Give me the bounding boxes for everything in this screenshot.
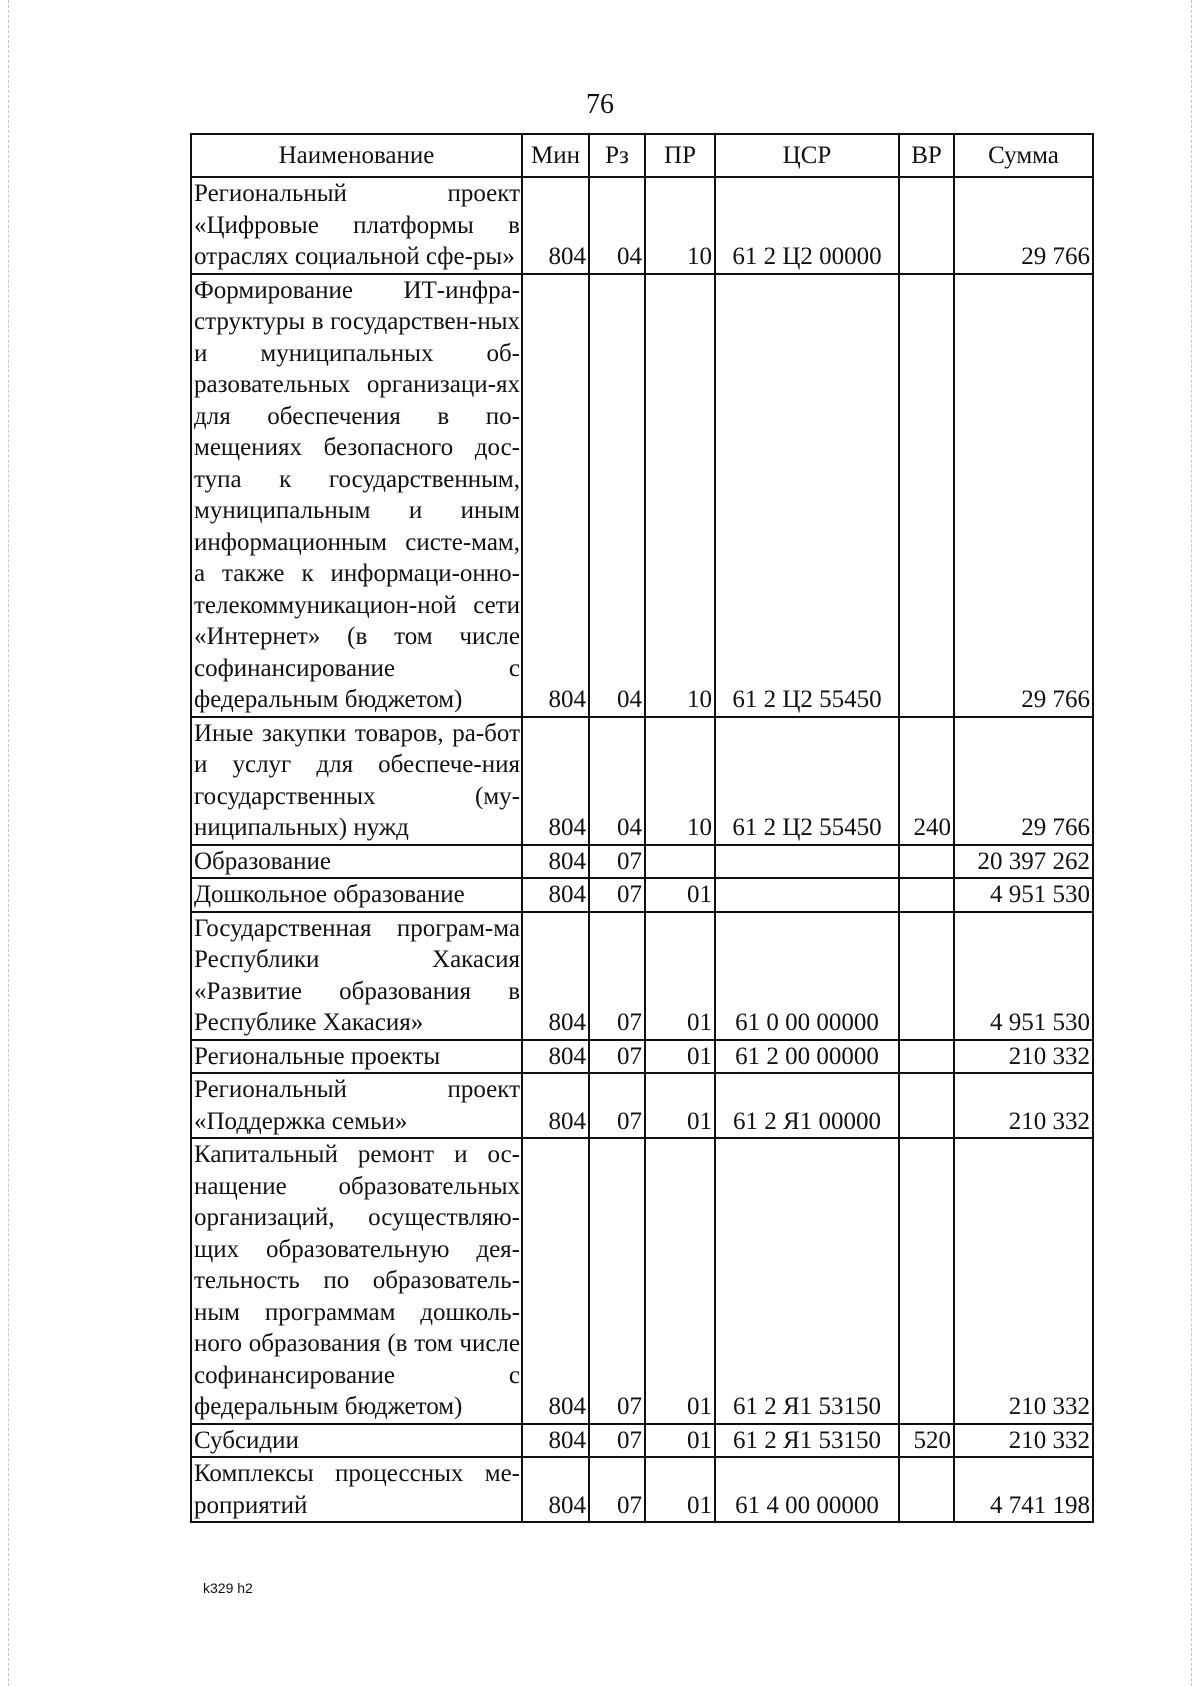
header-name: Наименование — [191, 134, 522, 177]
row-name: Государственная програм-ма Республики Хакасия «Развитие образования в Республике Хакасия» — [191, 912, 522, 1040]
row-rz: 04 — [589, 177, 645, 274]
row-rz: 07 — [589, 1457, 645, 1522]
row-rz: 07 — [589, 1073, 645, 1138]
table-row — [191, 1138, 1093, 1424]
row-name: Иные закупки товаров, ра-бот и услуг для обеспече-ния государственных (му-ниципальных) нужд — [191, 717, 522, 845]
row-csr: 61 2 Я1 53150 — [715, 1138, 899, 1424]
row-min: 804 — [522, 274, 589, 717]
row-vr — [899, 1138, 954, 1424]
row-sum: 4 741 198 — [954, 1457, 1093, 1522]
table-header-row — [191, 134, 1093, 177]
row-min: 804 — [522, 1073, 589, 1138]
row-sum: 210 332 — [954, 1040, 1093, 1074]
row-name: Формирование ИТ-инфра-структуры в государствен-ных и муниципальных об-разовательных организаци-ях для обеспечения в по-мещениях безопасного дос-тупа к государственным, муниципальным и иным информационным систе-мам, а также к информаци-онно-телекоммуникацион-ной сети «Интернет» (в том числе софинансирование с федеральным бюджетом) — [191, 274, 522, 717]
row-pr: 01 — [645, 912, 715, 1040]
table-row — [191, 1040, 1093, 1074]
row-vr — [899, 177, 954, 274]
row-rz: 07 — [589, 845, 645, 879]
row-rz: 07 — [589, 1040, 645, 1074]
row-min: 804 — [522, 845, 589, 879]
header-vr: ВР — [899, 134, 954, 177]
row-name: Региональные проекты — [191, 1040, 522, 1074]
row-min: 804 — [522, 878, 589, 912]
row-name: Дошкольное образование — [191, 878, 522, 912]
document-code: k329 h2 — [203, 1580, 253, 1596]
row-vr: 520 — [899, 1424, 954, 1458]
row-min: 804 — [522, 1040, 589, 1074]
row-pr: 01 — [645, 1138, 715, 1424]
row-pr: 01 — [645, 1040, 715, 1074]
row-name: Субсидии — [191, 1424, 522, 1458]
row-vr — [899, 912, 954, 1040]
row-rz: 07 — [589, 1424, 645, 1458]
row-vr: 240 — [899, 717, 954, 845]
row-vr — [899, 274, 954, 717]
row-min: 804 — [522, 177, 589, 274]
row-rz: 07 — [589, 1138, 645, 1424]
row-pr: 10 — [645, 717, 715, 845]
row-vr — [899, 1073, 954, 1138]
row-csr — [715, 878, 899, 912]
row-csr: 61 2 Ц2 00000 — [715, 177, 899, 274]
table-row — [191, 1424, 1093, 1458]
table-row — [191, 912, 1093, 1040]
row-csr: 61 2 Ц2 55450 — [715, 717, 899, 845]
row-pr: 01 — [645, 1073, 715, 1138]
row-name: Капитальный ремонт и ос-нащение образовательных организаций, осуществляю-щих образовательную дея-тельность по образователь-ным программам дошколь-ного образования (в том числе софинансирование с федеральным бюджетом) — [191, 1138, 522, 1424]
row-name: Региональный проект «Цифровые платформы в отраслях социальной сфе-ры» — [191, 177, 522, 274]
row-sum: 4 951 530 — [954, 912, 1093, 1040]
row-csr: 61 2 Я1 53150 — [715, 1424, 899, 1458]
row-sum: 29 766 — [954, 177, 1093, 274]
row-min: 804 — [522, 912, 589, 1040]
table-row — [191, 845, 1093, 879]
row-vr — [899, 845, 954, 879]
row-pr: 10 — [645, 177, 715, 274]
row-min: 804 — [522, 1424, 589, 1458]
row-pr — [645, 845, 715, 879]
header-rz: Рз — [589, 134, 645, 177]
row-sum: 210 332 — [954, 1424, 1093, 1458]
table-row — [191, 717, 1093, 845]
budget-table — [190, 133, 1094, 1523]
row-sum: 29 766 — [954, 717, 1093, 845]
row-sum: 29 766 — [954, 274, 1093, 717]
page-number: 76 — [586, 89, 614, 120]
row-min: 804 — [522, 1138, 589, 1424]
row-csr: 61 2 00 00000 — [715, 1040, 899, 1074]
row-pr: 10 — [645, 274, 715, 717]
row-csr: 61 2 Ц2 55450 — [715, 274, 899, 717]
scan-right-edge — [1191, 0, 1192, 1686]
row-rz: 04 — [589, 274, 645, 717]
row-vr — [899, 1040, 954, 1074]
row-pr: 01 — [645, 878, 715, 912]
table-body — [191, 177, 1093, 1522]
table-row — [191, 177, 1093, 274]
row-sum: 210 332 — [954, 1073, 1093, 1138]
row-csr — [715, 845, 899, 879]
row-min: 804 — [522, 717, 589, 845]
row-name: Региональный проект «Поддержка семьи» — [191, 1073, 522, 1138]
table-row — [191, 1073, 1093, 1138]
row-rz: 07 — [589, 878, 645, 912]
row-pr: 01 — [645, 1424, 715, 1458]
scan-left-edge — [8, 0, 9, 1686]
row-name: Образование — [191, 845, 522, 879]
row-min: 804 — [522, 1457, 589, 1522]
header-min: Мин — [522, 134, 589, 177]
row-vr — [899, 878, 954, 912]
row-name: Комплексы процессных ме-роприятий — [191, 1457, 522, 1522]
table-row — [191, 1457, 1093, 1522]
header-pr: ПР — [645, 134, 715, 177]
row-sum: 4 951 530 — [954, 878, 1093, 912]
table-row — [191, 878, 1093, 912]
row-sum: 20 397 262 — [954, 845, 1093, 879]
row-pr: 01 — [645, 1457, 715, 1522]
table-row — [191, 274, 1093, 717]
row-rz: 04 — [589, 717, 645, 845]
header-csr: ЦСР — [715, 134, 899, 177]
row-rz: 07 — [589, 912, 645, 1040]
row-sum: 210 332 — [954, 1138, 1093, 1424]
row-csr: 61 0 00 00000 — [715, 912, 899, 1040]
row-csr: 61 4 00 00000 — [715, 1457, 899, 1522]
row-vr — [899, 1457, 954, 1522]
header-sum: Сумма — [954, 134, 1093, 177]
row-csr: 61 2 Я1 00000 — [715, 1073, 899, 1138]
